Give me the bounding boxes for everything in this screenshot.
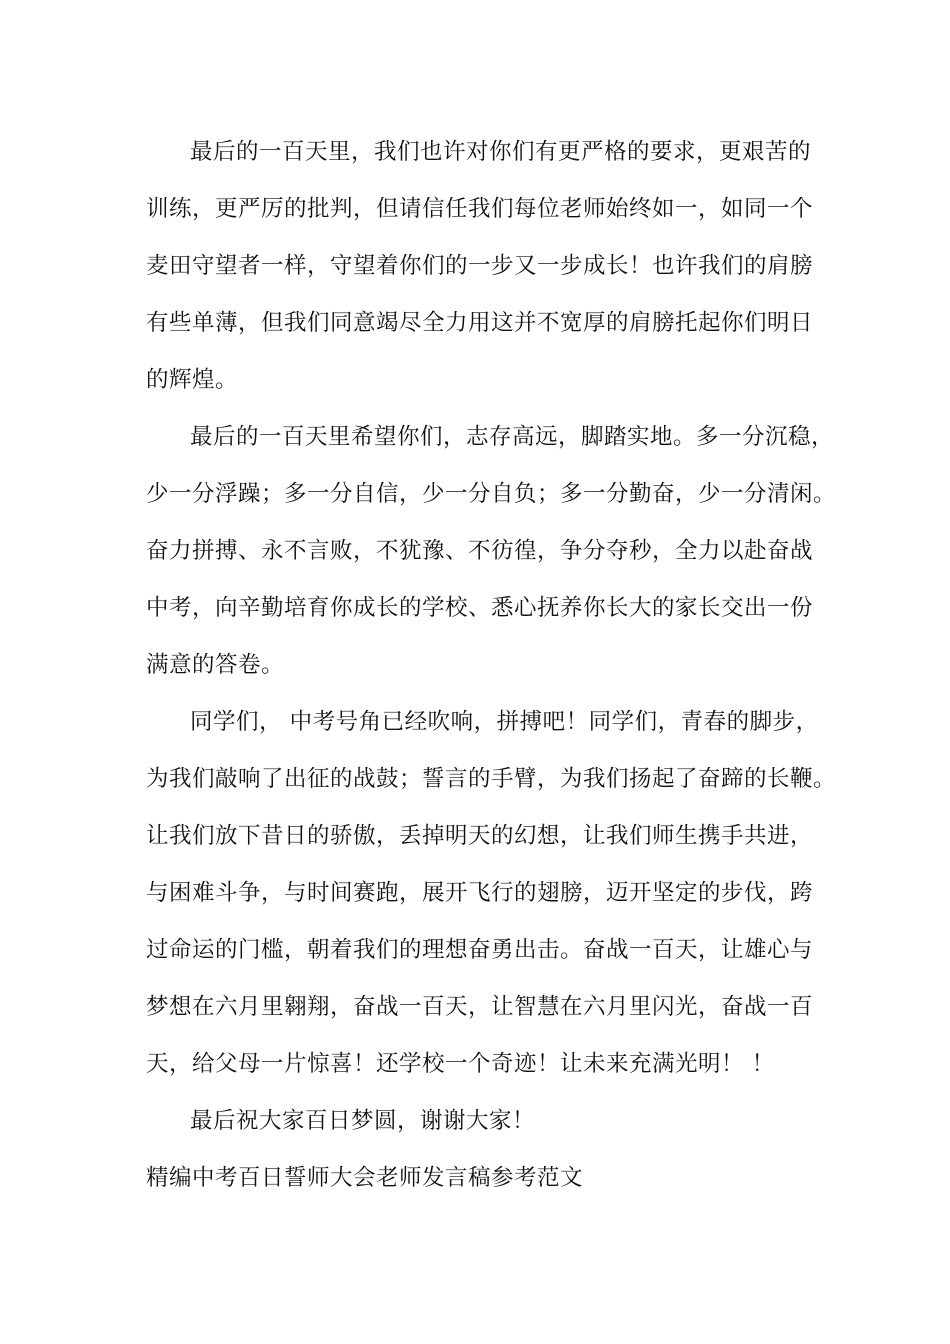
text-line: 让我们放下昔日的骄傲，丢掉明天的幻想，让我们师生携手共进，: [146, 823, 814, 849]
text-line: 奋力拼搏、永不言败，不犹豫、不彷徨，争分夺秒，全力以赴奋战: [146, 538, 814, 564]
text-line: 麦田守望者一样，守望着你们的一步又一步成长！也许我们的肩膀: [146, 253, 814, 279]
text-line: 与困难斗争，与时间赛跑，展开飞行的翅膀，迈开坚定的步伐，跨: [146, 880, 814, 906]
text-line: 中考，向辛勤培育你成长的学校、悉心抚养你长大的家长交出一份: [146, 595, 814, 621]
text-line: 少一分浮躁；多一分自信，少一分自负；多一分勤奋，少一分清闲。: [146, 481, 837, 507]
text-line: 过命运的门槛，朝着我们的理想奋勇出击。奋战一百天，让雄心与: [146, 937, 814, 963]
text-line: 最后祝大家百日梦圆，谢谢大家！: [190, 1108, 536, 1134]
text-line: 训练，更严厉的批判，但请信任我们每位老师始终如一，如同一个: [146, 196, 814, 222]
text-line: 满意的答卷。: [146, 652, 285, 678]
text-line: 天，给父母一片惊喜！还学校一个奇迹！让未来充满光明！ ！: [146, 1051, 775, 1077]
document-title: 精编中考百日誓师大会老师发言稿参考范文: [146, 1165, 584, 1191]
text-line: 为我们敲响了出征的战鼓；誓言的手臂，为我们扬起了奋蹄的长鞭。: [146, 766, 837, 792]
text-line: 最后的一百天里，我们也许对你们有更严格的要求，更艰苦的: [190, 139, 812, 165]
text-line: 的辉煌。: [146, 367, 239, 393]
text-line: 最后的一百天里希望你们，志存高远，脚踏实地。多一分沉稳，: [190, 424, 835, 450]
text-line: 同学们， 中考号角已经吹响，拼搏吧！同学们，青春的脚步，: [190, 709, 819, 735]
text-line: 有些单薄，但我们同意竭尽全力用这并不宽厚的肩膀托起你们明日: [146, 310, 814, 336]
text-line: 梦想在六月里翱翔，奋战一百天，让智慧在六月里闪光，奋战一百: [146, 994, 814, 1020]
